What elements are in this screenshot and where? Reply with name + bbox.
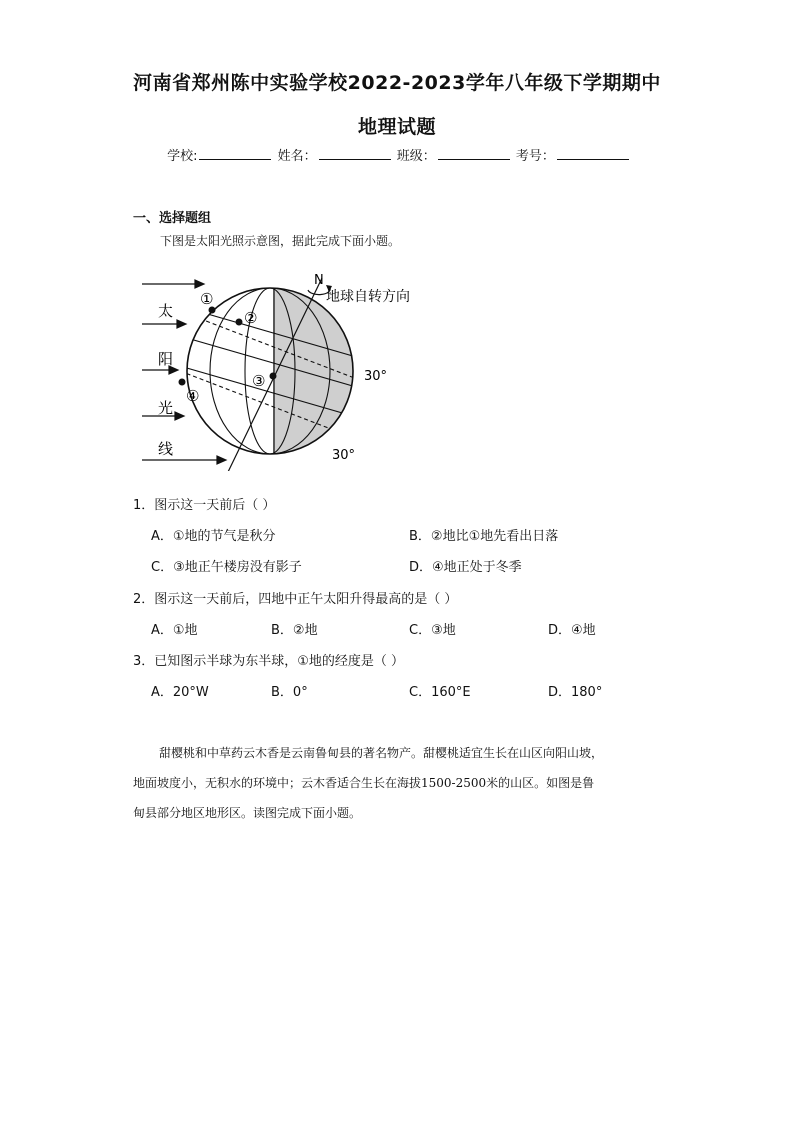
sunlight-globe-diagram [140, 266, 440, 471]
school-blank[interactable] [199, 147, 271, 160]
q3-option-b[interactable]: B．0° [271, 685, 308, 700]
question-1-stem: 1．图示这一天前后（ ） [133, 498, 276, 513]
q2-option-a[interactable]: A．①地 [151, 623, 198, 638]
marker-2: ② [244, 309, 258, 327]
sun-char-2: 阳 [158, 350, 174, 368]
q1-option-c[interactable]: C．③地正午楼房没有影子 [151, 560, 302, 575]
passage-line-1: 甜樱桃和中草药云木香是云南鲁甸县的著名物产。甜樱桃适宜生长在山区向阳山坡， [159, 746, 604, 760]
q3-option-a[interactable]: A．20°W [151, 685, 209, 700]
section-intro: 下图是太阳光照示意图，据此完成下面小题。 [160, 234, 401, 248]
marker-3: ③ [252, 372, 266, 390]
lat-label-upper: 30° [364, 369, 388, 384]
passage-line-2: 地面坡度小，无积水的环境中；云木香适合生长在海拔1500-2500米的山区。如图是鲁 [133, 776, 595, 790]
class-label: 班级： [396, 149, 436, 164]
q1-option-b[interactable]: B．②地比①地先看出日落 [409, 529, 559, 544]
school-label: 学校: [167, 149, 198, 164]
name-label: 姓名： [277, 149, 317, 164]
rotation-label: 地球自转方向 [326, 289, 410, 305]
q3-option-d[interactable]: D．180° [548, 685, 603, 700]
exam-title: 河南省郑州陈中实验学校2022-2023学年八年级下学期期中 [133, 72, 661, 94]
section-heading: 一、选择题组 [133, 211, 212, 226]
student-info-row [0, 145, 794, 164]
north-label: N [314, 273, 324, 288]
name-blank[interactable] [319, 147, 391, 160]
passage-line-3: 甸县部分地区地形区。读图完成下面小题。 [133, 806, 362, 820]
marker-4: ④ [186, 387, 200, 405]
exam-number-blank[interactable] [557, 147, 629, 160]
q1-option-a[interactable]: A．①地的节气是秋分 [151, 529, 276, 544]
question-3-stem: 3．已知图示半球为东半球，①地的经度是（ ） [133, 654, 405, 669]
class-blank[interactable] [438, 147, 510, 160]
sun-char-3: 光 [158, 399, 174, 417]
point-3-dot [270, 373, 277, 380]
q2-option-c[interactable]: C．③地 [409, 623, 456, 638]
lat-label-lower: 30° [332, 448, 356, 463]
point-2-dot [236, 319, 243, 326]
marker-1: ① [200, 290, 214, 308]
question-2-stem: 2．图示这一天前后，四地中正午太阳升得最高的是（ ） [133, 592, 458, 607]
sun-char-4: 线 [158, 440, 174, 458]
sun-char-1: 太 [158, 302, 174, 320]
exam-subtitle: 地理试题 [357, 116, 436, 138]
q3-option-c[interactable]: C．160°E [409, 685, 471, 700]
point-4-dot [179, 379, 186, 386]
q2-option-d[interactable]: D．④地 [548, 623, 596, 638]
q1-option-d[interactable]: D．④地正处于冬季 [409, 560, 522, 575]
q2-option-b[interactable]: B．②地 [271, 623, 318, 638]
exam-number-label: 考号： [515, 149, 555, 164]
